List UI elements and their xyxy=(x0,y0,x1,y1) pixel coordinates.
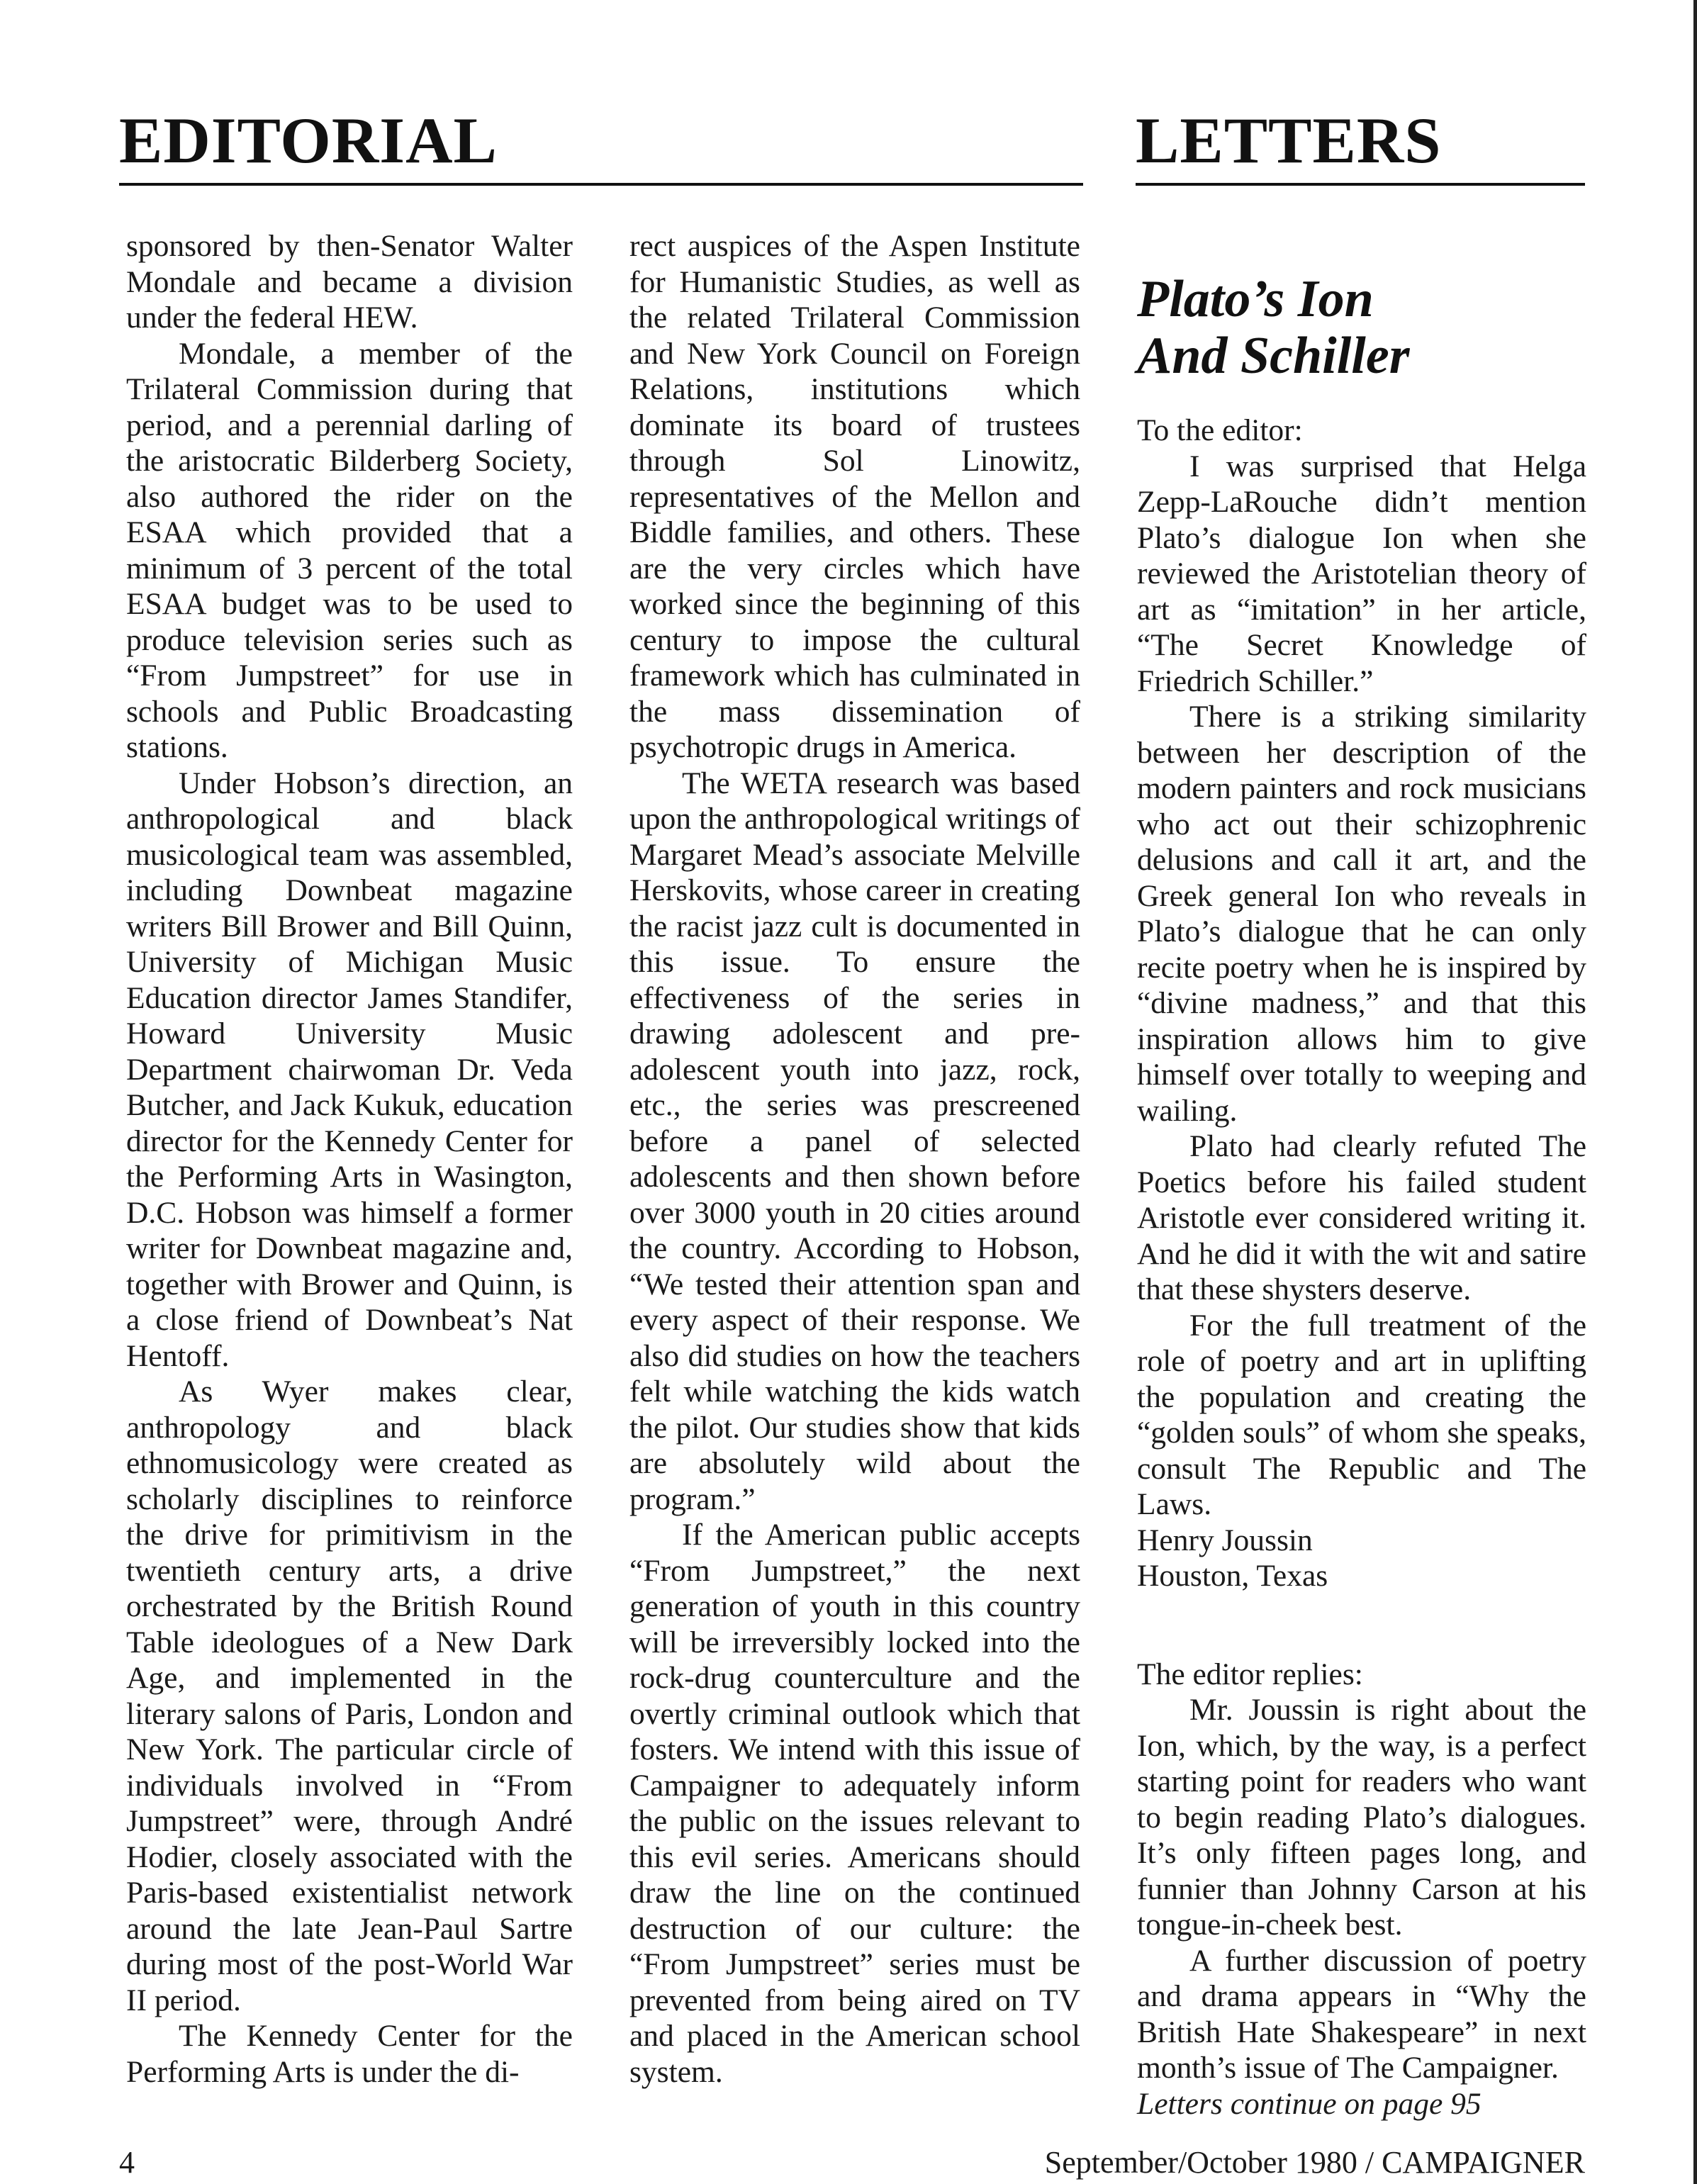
letter-title-line: And Schiller xyxy=(1137,327,1410,385)
paragraph: rect auspices of the Aspen Institute for Humanistic Studies, as well as the related Trilateral Commission and New York Council on Foreign Relations, institutions which dominate its board of trustees through Sol Linowitz, representatives of the Mellon and Biddle families, and others. These are the very circles which have worked since the beginning of this century to impose the cultural framework which has culminated in the mass dissemination of psychotropic drugs in America. xyxy=(629,229,1080,764)
paragraph: As Wyer makes clear, anthropology and black ethnomusicology were created as scholarly disciplines to reinforce the drive for primitivism in the twentieth century arts, a drive orchestrated by the British Round Table ideologues of a New Dark Age, and implemented in the literary salons of Paris, London and New York. The particular circle of individuals involved in “From Jumpstreet” were, through André Hodier, closely associated with the Paris-based existentialist network around the late Jean-Paul Sartre during most of the post-World War II period. xyxy=(126,1374,573,2017)
page-number: 4 xyxy=(119,2145,135,2180)
editorial-column-1 xyxy=(126,228,573,2090)
paragraph: For the full treatment of the role of poetry and art in uplifting the population and creating the “golden souls” of whom she speaks, consult The Republic and The Laws. xyxy=(1137,1308,1586,1521)
letter-title-line: Plato’s Ion xyxy=(1137,270,1374,328)
salutation: To the editor: xyxy=(1137,413,1303,447)
paragraph: I was surprised that Helga Zepp-LaRouche didn’t mention Plato’s dialogue Ion when she reviewed the Aristotelian theory of art as “imitation” in her article, “The Secret Knowledge of Friedrich Schiller.” xyxy=(1137,449,1586,698)
letters-header: LETTERS xyxy=(1136,104,1442,177)
paragraph: The WETA research was based upon the anthropological writings of Margaret Mead’s associate Melville Herskovits, whose career in creating the racist jazz cult is documented in this issue. To ensure the effectiveness of the series in drawing adolescent and pre-adolescent youth into jazz, rock, etc., the series was prescreened before a panel of selected adolescents and then shown before over 3000 youth in 20 cities around the country. According to Hobson, “We tested their attention span and every aspect of their response. We also did studies on how the teachers felt while watching the kids watch the pilot. Our studies show that kids are absolutely wild about the program.” xyxy=(629,766,1080,1516)
paragraph: There is a striking similarity between her description of the modern painters and rock musicians who act out their schizophrenic delusions and call it art, and the Greek general Ion who reveals in Plato’s dialogue that he can only recite poetry when he is inspired by “divine madness,” and that this inspiration allows him to give himself over totally to weeping and wailing. xyxy=(1137,700,1586,1128)
letters-column xyxy=(1137,228,1586,2122)
reply-intro: The editor replies: xyxy=(1137,1657,1363,1691)
paragraph: Plato had clearly refuted The Poetics before his failed student Aristotle ever considered writing it. And he did it with the wit and satire that these shysters deserve. xyxy=(1137,1129,1586,1306)
editorial-header: EDITORIAL xyxy=(119,104,498,177)
letter-title xyxy=(1137,271,1586,384)
paragraph: Under Hobson’s direction, an anthropological and black musicological team was assembled, including Downbeat magazine writers Bill Brower and Bill Quinn, University of Michigan Music Education director James Standifer, Howard University Music Department chairwoman Dr. Veda Butcher, and Jack Kukuk, education director for the Kennedy Center for the Performing Arts in Wasington, D.C. Hobson was himself a former writer for Downbeat magazine and, together with Brower and Quinn, is a close friend of Downbeat’s Nat Hentoff. xyxy=(126,766,573,1373)
paragraph: If the American public accepts “From Jumpstreet,” the next generation of youth in this country will be irreversibly locked into the rock-drug counterculture and the overtly criminal outlook which that fosters. We intend with this issue of Campaigner to adequately inform the public on the issues relevant to this evil series. Americans should draw the line on the continued destruction of our culture: the “From Jumpstreet” series must be prevented from being aired on TV and placed in the American school system. xyxy=(629,1518,1080,2089)
paragraph: The Kennedy Center for the Performing Arts is under the di- xyxy=(126,2019,573,2089)
paragraph: A further discussion of poetry and drama appears in “Why the British Hate Shakespeare” in next month’s issue of The Campaigner. xyxy=(1137,1943,1586,2085)
continued-note: Letters continue on page 95 xyxy=(1137,2086,1482,2121)
paragraph: Mondale, a member of the Trilateral Commission during that period, and a perennial darling of the aristocratic Bilderberg Society, also authored the rider on the ESAA which provided that a minimum of 3 percent of the total ESAA budget was to be used to produce television series such as “From Jumpstreet” for use in schools and Public Broadcasting stations. xyxy=(126,336,573,764)
editorial-rule xyxy=(119,183,1083,186)
issue-footer: September/October 1980 / CAMPAIGNER xyxy=(1044,2145,1585,2180)
page-edge xyxy=(1693,0,1697,2184)
letters-rule xyxy=(1136,183,1585,186)
editorial-column-2 xyxy=(629,228,1080,2090)
signature-name: Henry Joussin xyxy=(1137,1523,1313,1557)
paragraph: Mr. Joussin is right about the Ion, which, by the way, is a perfect starting point for readers who want to begin reading Plato’s dialogues. It’s only fifteen pages long, and funnier than Johnny Carson at his tongue-in-cheek best. xyxy=(1137,1693,1586,1942)
paragraph: sponsored by then-Senator Walter Mondale and became a division under the federal HEW. xyxy=(126,229,573,335)
signature-place: Houston, Texas xyxy=(1137,1559,1328,1593)
